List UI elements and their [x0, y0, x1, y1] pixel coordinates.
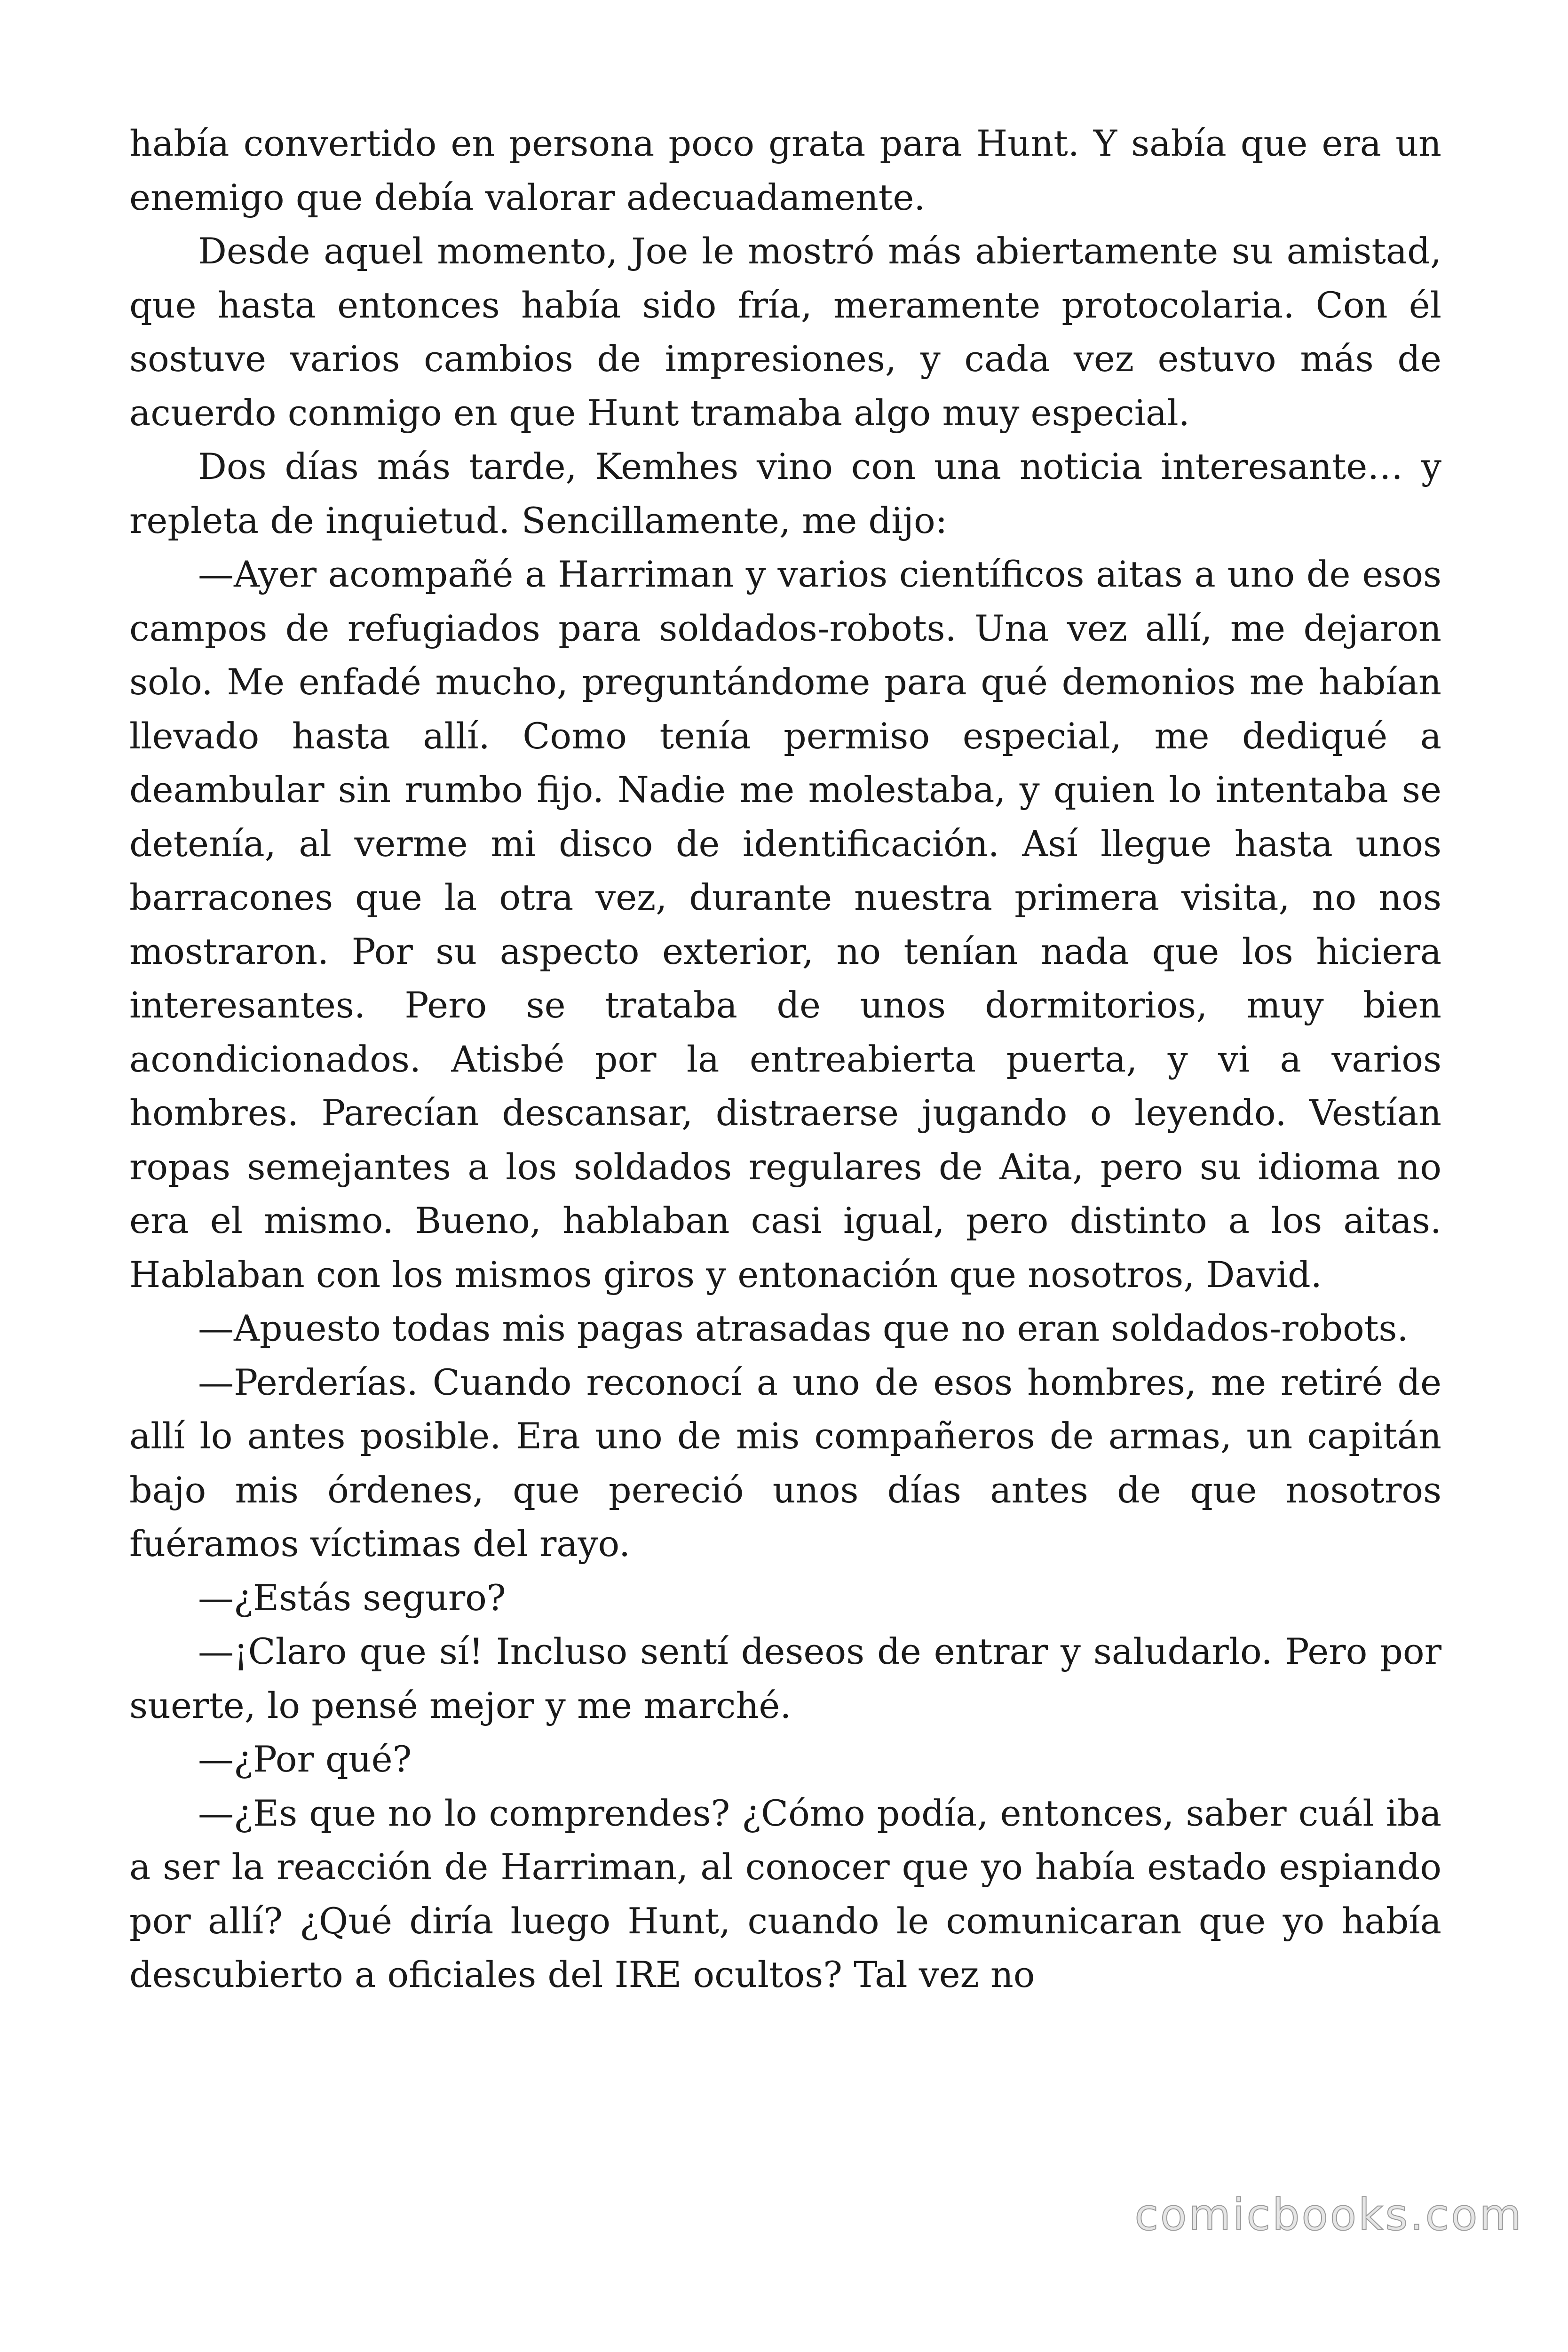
dialogue-paragraph: —Perderías. Cuando reconocí a uno de esos hombres, me retiré de allí lo antes posible. Era uno de mis compañeros de armas, un capitán bajo mis órdenes, que pereció unos días antes de que nosotros fuéramos víctimas del rayo.: [129, 1361, 1441, 1565]
watermark: comicbooks.com: [1134, 2190, 1523, 2240]
paragraph: Desde aquel momento, Joe le mostró más abiertamente su amistad, que hasta entonces había sido fría, meramente protocolaria. Con él sostuve varios cambios de impresiones, y cada vez estuvo más de acuerdo conmigo en que Hunt tramaba algo muy especial.: [129, 230, 1441, 434]
paragraph: Dos días más tarde, Kemhes vino con una noticia interesante… y repleta de inquietud. Sencillamente, me dijo:: [129, 445, 1441, 541]
paragraph-continuation: había convertido en persona poco grata para Hunt. Y sabía que era un enemigo que debía valorar adecuadamente.: [129, 122, 1441, 218]
body-text: [129, 117, 1441, 2002]
dialogue-paragraph: —¿Es que no lo comprendes? ¿Cómo podía, entonces, saber cuál iba a ser la reacción de Harriman, al conocer que yo había estado espiando por allí? ¿Qué diría luego Hunt, cuando le comunicaran que yo había descubierto a oficiales del IRE ocultos? Tal vez no: [129, 1792, 1441, 1995]
dialogue-paragraph: —Apuesto todas mis pagas atrasadas que no eran soldados-robots.: [198, 1307, 1409, 1349]
dialogue-paragraph: —¿Estás seguro?: [198, 1576, 506, 1619]
dialogue-paragraph: —Ayer acompañé a Harriman y varios científicos aitas a uno de esos campos de refugiados para soldados-robots. Una vez allí, me dejaron solo. Me enfadé mucho, preguntándome para qué demonios me habían llevado hasta allí. Como tenía permiso especial, me dediqué a deambular sin rumbo fijo. Nadie me molestaba, y quien lo intentaba se detenía, al verme mi disco de identificación. Así llegue hasta unos barracones que la otra vez, durante nuestra primera visita, no nos mostraron. Por su aspecto exterior, no tenían nada que los hiciera interesantes. Pero se trataba de unos dormitorios, muy bien acondicionados. Atisbé por la entreabierta puerta, y vi a varios hombres. Parecían descansar, distraerse jugando o leyendo. Vestían ropas semejantes a los soldados regulares de Aita, pero su idioma no era el mismo. Bueno, hablaban casi igual, pero distinto a los aitas. Hablaban con los mismos giros y entonación que nosotros, David.: [129, 553, 1441, 1295]
dialogue-paragraph: —¡Claro que sí! Incluso sentí deseos de entrar y saludarlo. Pero por suerte, lo pensé mejor y me marché.: [129, 1630, 1441, 1726]
dialogue-paragraph: —¿Por qué?: [198, 1738, 412, 1780]
